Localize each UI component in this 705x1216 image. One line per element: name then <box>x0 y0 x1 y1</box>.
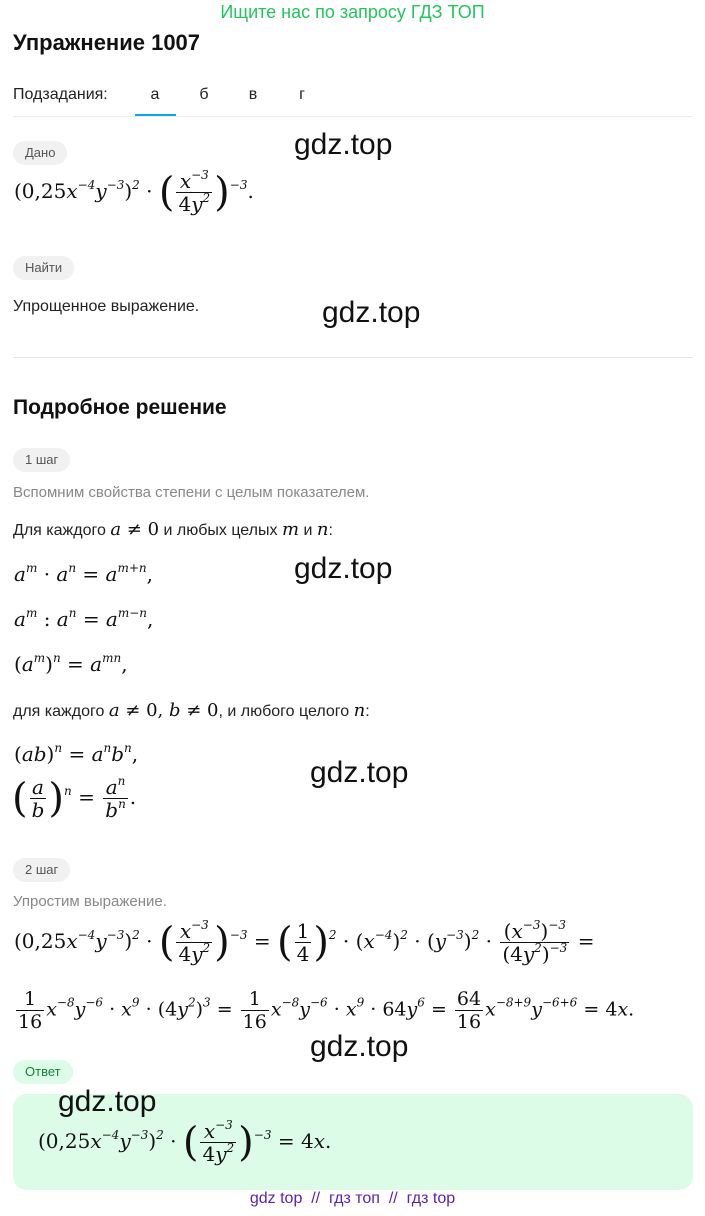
step2-note: Упростим выражение. <box>13 893 167 910</box>
tabs-divider <box>13 116 693 117</box>
step1-rule2: для каждого a ≠ 0, b ≠ 0, и любого целого n: <box>13 700 370 721</box>
watermark: gdz.top <box>310 1030 409 1063</box>
formula-fraction-power: ( $\frac{a}{b}$ )$^n$ = $\frac{a^n}{b^n}$ . <box>12 774 137 822</box>
formula-product: $a^m \cdot a^n = a^{m+n}$, <box>14 561 153 586</box>
formula-product-power: $(ab)^n = a^nb^n$, <box>14 741 139 766</box>
footer-separator: // <box>388 1190 398 1207</box>
watermark: gdz.top <box>58 1085 157 1118</box>
formula-power: $(a^m)^n = a^{mn}$, <box>14 651 128 676</box>
tab-g[interactable]: г <box>299 86 305 103</box>
given-expression: $(0,25x^{-4}y^{-3})^2$ · ( $\frac{x^{-3}}{4y^2}$ )$^{-3}$. <box>14 168 254 216</box>
watermark: gdz.top <box>294 552 393 585</box>
footer-link[interactable]: гдз топ <box>329 1190 380 1207</box>
step2-badge: 2 шаг <box>13 858 70 882</box>
section-divider <box>13 357 693 358</box>
footer-links <box>0 1190 705 1208</box>
footer-link[interactable]: гдз top <box>406 1190 456 1207</box>
active-tab-indicator <box>135 114 176 116</box>
step1-badge: 1 шаг <box>13 448 70 472</box>
tab-v[interactable]: в <box>248 86 258 103</box>
find-text: Упрощенное выражение. <box>13 298 200 315</box>
given-badge: Дано <box>13 141 67 165</box>
step2-line2: $\frac{1}{16}$ $x^{-8}y^{-6} \cdot x^9 \cdot (4y^2)^3$ = $\frac{1}{16}$ $x^{-8}y^{-6} \cdot x^9 \cdot 64y^6$ = $\frac{64}{16}$ $x^{-8+9}y^{-6+6} = 4x$. <box>18 988 635 1033</box>
find-badge: Найти <box>13 256 74 280</box>
tab-a[interactable]: а <box>150 86 160 103</box>
watermark: gdz.top <box>310 756 409 789</box>
formula-quotient: $a^m$ : $a^n = a^{m-n}$, <box>14 606 154 631</box>
answer-expression: $(0,25x^{-4}y^{-3})^2$ · ( $\frac{x^{-3}}{4y^2}$ )$^{-3}$ = 4x. <box>38 1118 332 1166</box>
subtasks-label: Подзадания: <box>13 86 108 103</box>
footer-separator: // <box>311 1190 321 1207</box>
step1-rule1: Для каждого a ≠ 0 и любых целых m и n: <box>13 519 333 540</box>
footer-link[interactable]: gdz top <box>249 1190 303 1207</box>
solution-heading: Подробное решение <box>13 396 227 419</box>
page-title: Упражнение 1007 <box>13 30 201 55</box>
watermark: gdz.top <box>322 296 421 329</box>
step1-note: Вспомним свойства степени с целым показателем. <box>13 484 370 501</box>
step2-line1: $(0,25x^{-4}y^{-3})^2$ · ( $\frac{x^{-3}}{4y^2}$ )$^{-3}$ = ( $\frac{1}{4}$ )$^2 \cdot (x^{-4})^2 \cdot (y^{-3})^2$ · $\frac{(x^{-3})^{-3}}{(4y^2)^{-3}}$ = <box>14 918 595 966</box>
answer-badge: Ответ <box>13 1060 73 1084</box>
tab-b[interactable]: б <box>199 86 209 103</box>
search-banner: Ищите нас по запросу ГДЗ ТОП <box>220 2 485 22</box>
watermark: gdz.top <box>294 128 393 161</box>
